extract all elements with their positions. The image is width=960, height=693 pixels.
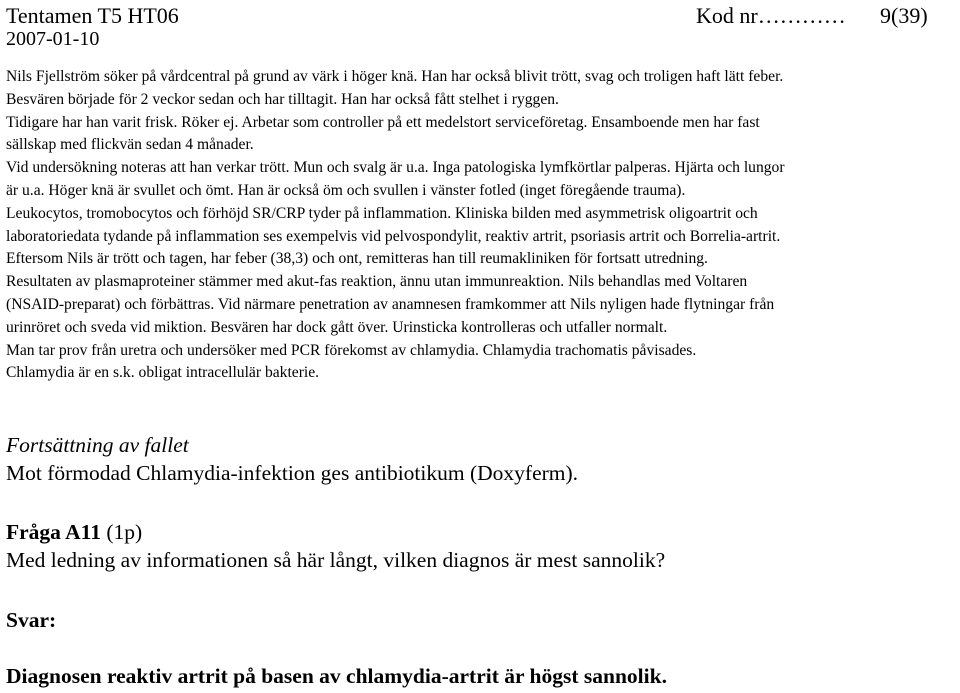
case-line: Leukocytos, tromobocytos och förhöjd SR/CRP tyder på inflammation. Kliniska bilden med asymmetrisk oligoartrit och: [6, 204, 758, 222]
case-line: Vid undersökning noteras att han verkar trött. Mun och svalg är u.a. Inga patologiska lymfkörtlar palperas. Hjärta och lungor: [6, 159, 785, 177]
case-description: [6, 66, 956, 385]
question-label: Fråga A11: [6, 520, 101, 544]
question-text: Med ledning av informationen så här långt, vilken diagnos är mest sannolik?: [6, 548, 666, 572]
case-line: laboratoriedata tydande på inflammation ses exempelvis vid pelvospondylit, reaktiv artrit, psoriasis artrit och Borrelia-artrit.: [6, 227, 781, 245]
case-line: Chlamydia är en s.k. obligat intracellulär bakterie.: [6, 364, 320, 382]
question-heading: [6, 520, 956, 545]
case-line: (NSAID-preparat) och förbättras. Vid närmare penetration av anamnesen framkommer att Nils nyligen hade flytningar från: [6, 295, 775, 313]
exam-title: Tentamen T5 HT06: [6, 3, 179, 28]
answer-label: Svar:: [6, 608, 57, 632]
answer-text: Diagnosen reaktiv artrit på basen av chlamydia-artrit är högst sannolik.: [6, 664, 667, 688]
page-number: 9(39): [880, 3, 928, 28]
case-line: sällskap med flickvän sedan 4 månader.: [6, 136, 254, 154]
question-points: (1p): [100, 520, 143, 544]
case-line: Nils Fjellström söker på vårdcentral på grund av värk i höger knä. Han har också blivit trött, svag och troligen haft lätt feber.: [6, 68, 784, 85]
case-line: Tidigare har han varit frisk. Röker ej. Arbetar som controller på ett medelstort serviceföretag. Ensamboende men har fast: [6, 113, 760, 131]
case-line: urinröret och sveda vid miktion. Besvären har dock gått över. Urinsticka kontrolleras och utfaller normalt.: [6, 318, 668, 336]
case-line: är u.a. Höger knä är svullet och ömt. Han är också öm och svullen i vänster fotled (inget föregående trauma).: [6, 181, 686, 199]
case-line: Besvären började för 2 veckor sedan och har tilltagit. Han har också fått stelhet i ryggen.: [6, 90, 559, 108]
case-line: Man tar prov från uretra och undersöker med PCR förekomst av chlamydia. Chlamydia trachomatis påvisades.: [6, 341, 697, 359]
case-line: Eftersom Nils är trött och tagen, har feber (38,3) och ont, remitteras han till reumakliniken för fortsatt utredning.: [6, 250, 708, 268]
continuation-heading: Fortsättning av fallet: [6, 433, 189, 457]
case-line: Resultaten av plasmaproteiner stämmer med akut-fas reaktion, ännu utan immunreaktion. Nils behandlas med Voltaren: [6, 273, 748, 291]
continuation-text: Mot förmodad Chlamydia-infektion ges antibiotikum (Doxyferm).: [6, 461, 579, 485]
exam-date: 2007-01-10: [6, 28, 100, 50]
code-number-field: Kod nr…………: [696, 3, 846, 28]
